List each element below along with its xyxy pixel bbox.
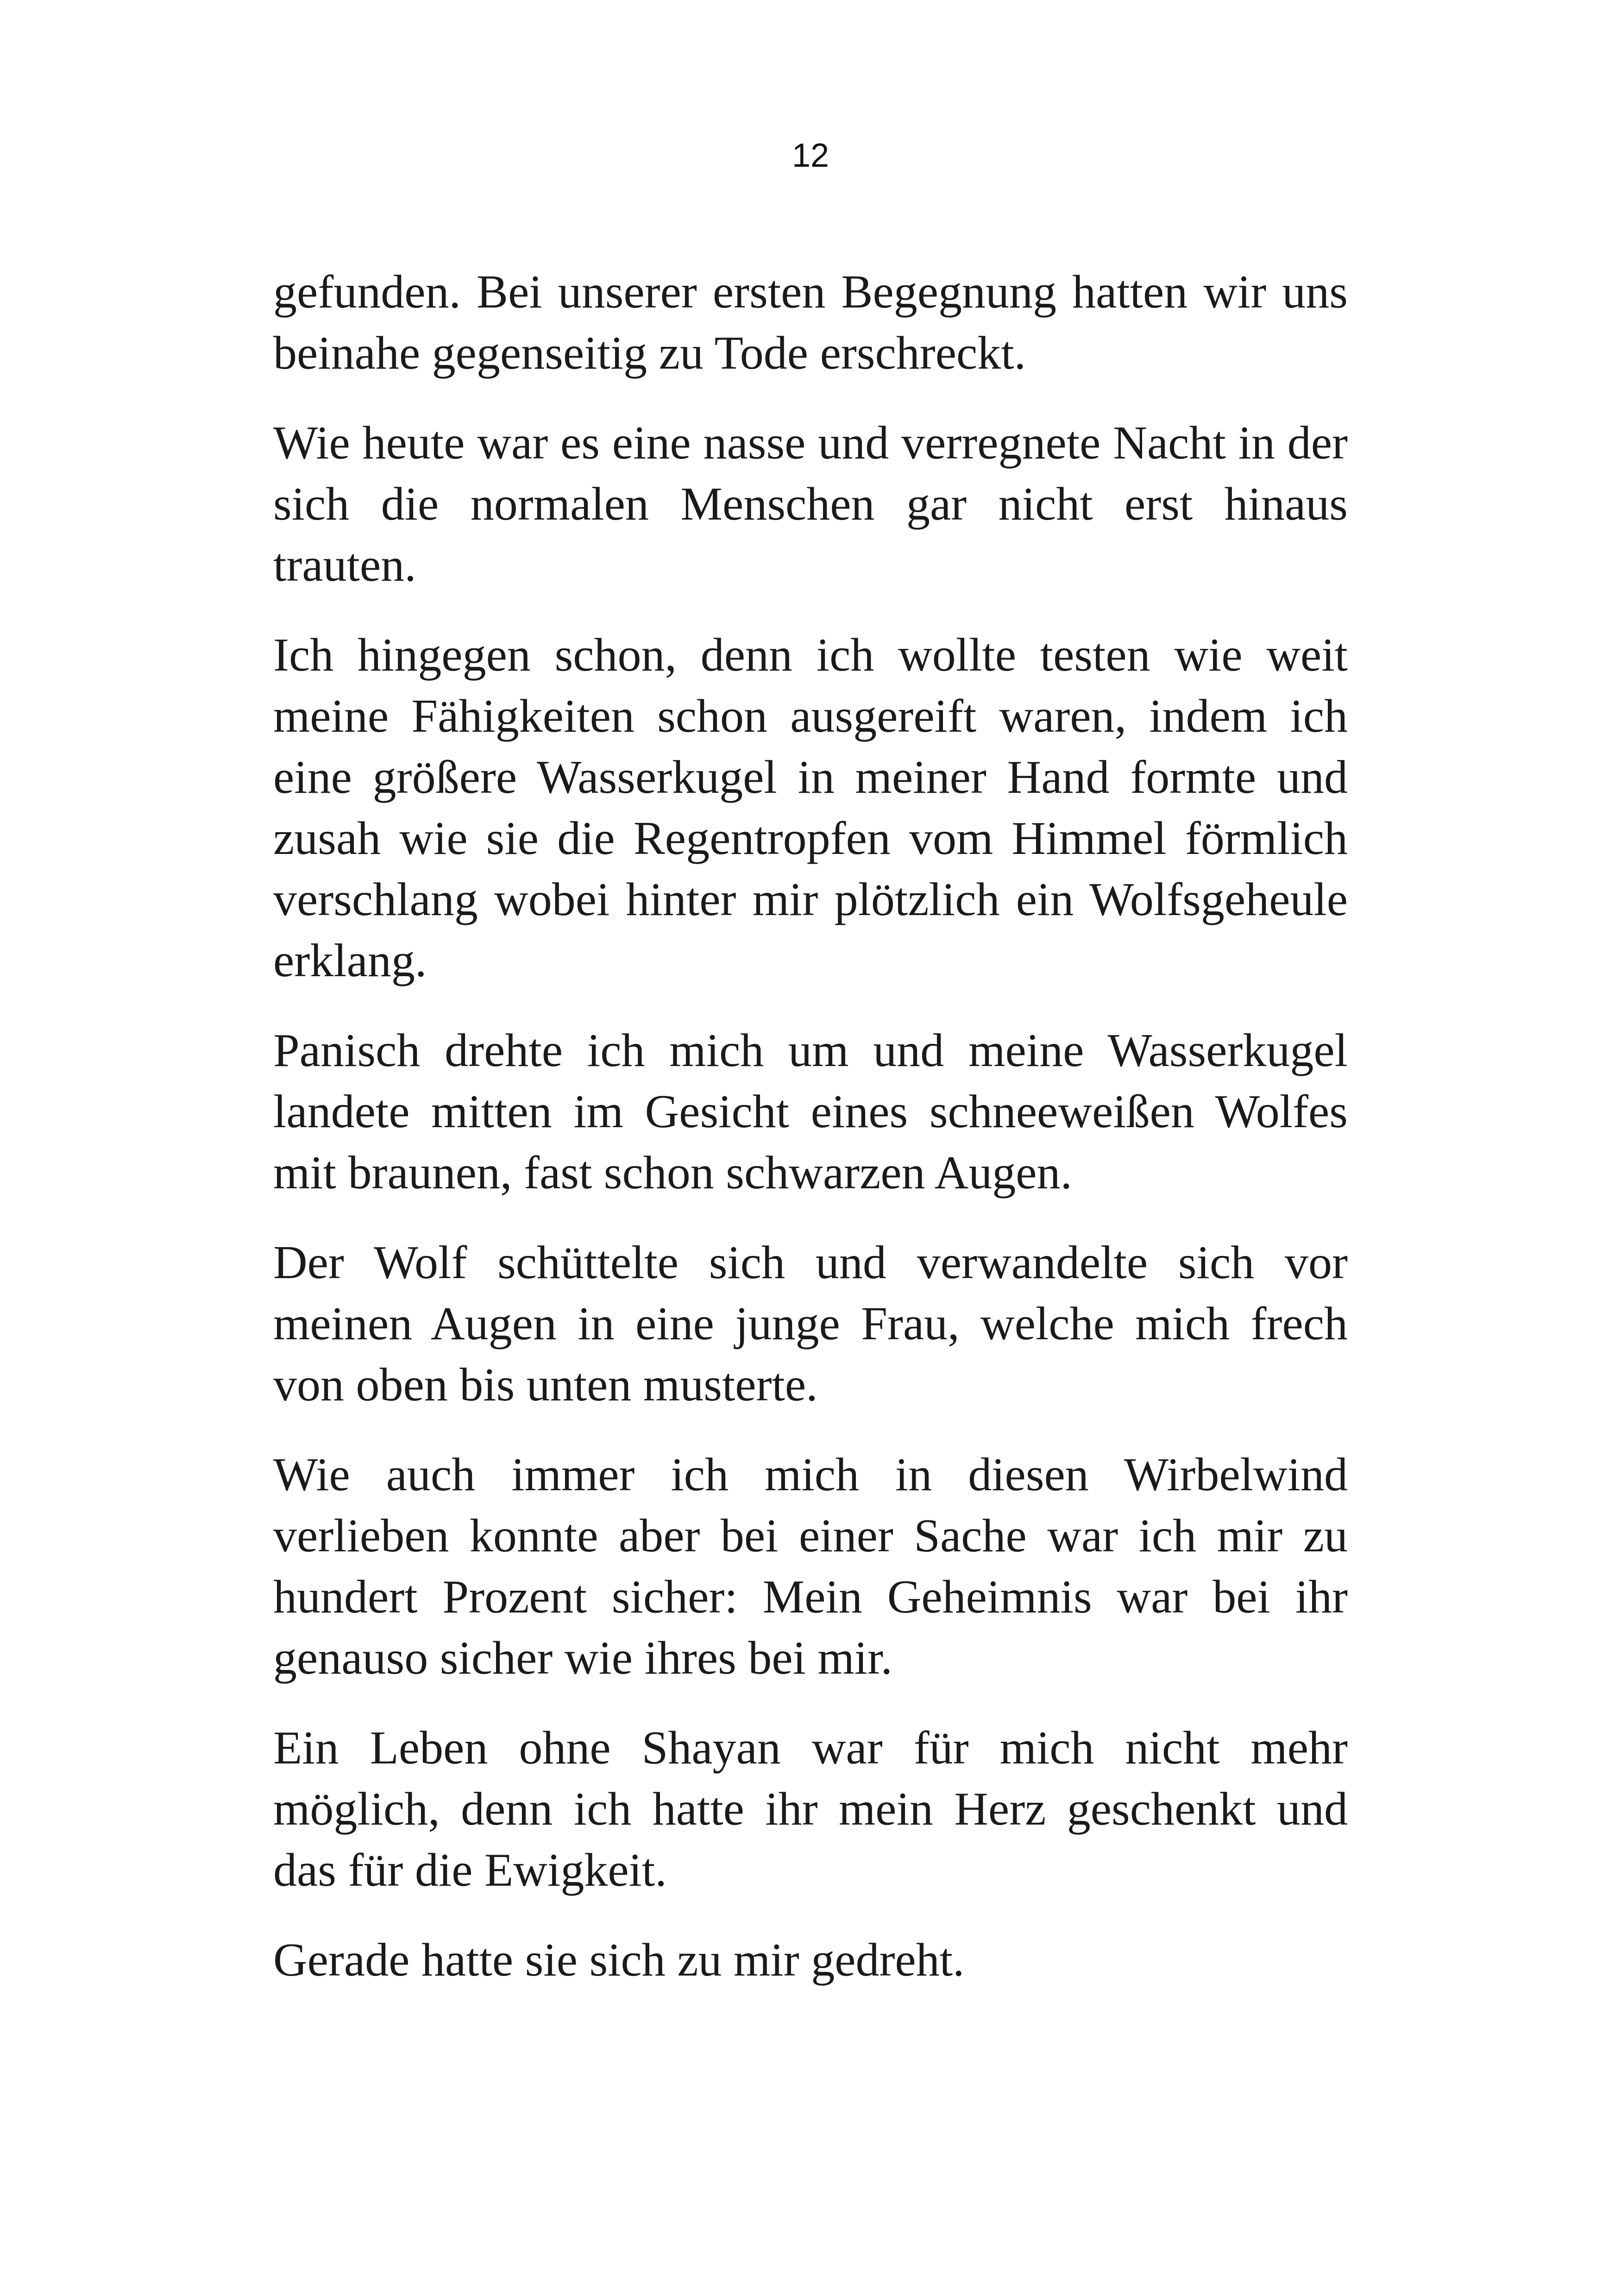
paragraph: Gerade hatte sie sich zu mir gedreht. [273, 1934, 965, 1986]
paragraph: gefunden. Bei unserer ersten Begegnung hatten wir uns beinahe gegenseitig zu Tode erschreckt. [273, 266, 1348, 379]
page-number: 12 [792, 137, 829, 174]
body-text [273, 262, 1348, 2020]
paragraph: Der Wolf schüttelte sich und verwandelte sich vor meinen Augen in eine junge Frau, welche mich frech von oben bis unten musterte. [273, 1236, 1348, 1411]
paragraph: Panisch drehte ich mich um und meine Wasserkugel landete mitten im Gesicht eines schneeweißen Wolfes mit braunen, fast schon schwarzen Augen. [273, 1024, 1348, 1199]
paragraph: Wie auch immer ich mich in diesen Wirbelwind verlieben konnte aber bei einer Sache war ich mir zu hundert Prozent sicher: Mein Geheimnis war bei ihr genauso sicher wie ihres bei mir. [273, 1449, 1348, 1684]
paragraph: Wie heute war es eine nasse und verregnete Nacht in der sich die normalen Menschen gar nicht erst hinaus trauten. [273, 417, 1348, 591]
paragraph: Ich hingegen schon, denn ich wollte testen wie weit meine Fähigkeiten schon ausgereift waren, indem ich eine größere Wasserkugel in meiner Hand formte und zusah wie sie die Regentropfen vom Himmel förmlich verschlang wobei hinter mir plötzlich ein Wolfsgeheule erklang. [273, 629, 1348, 987]
paragraph: Ein Leben ohne Shayan war für mich nicht mehr möglich, denn ich hatte ihr mein Herz geschenkt und das für die Ewigkeit. [273, 1722, 1348, 1896]
